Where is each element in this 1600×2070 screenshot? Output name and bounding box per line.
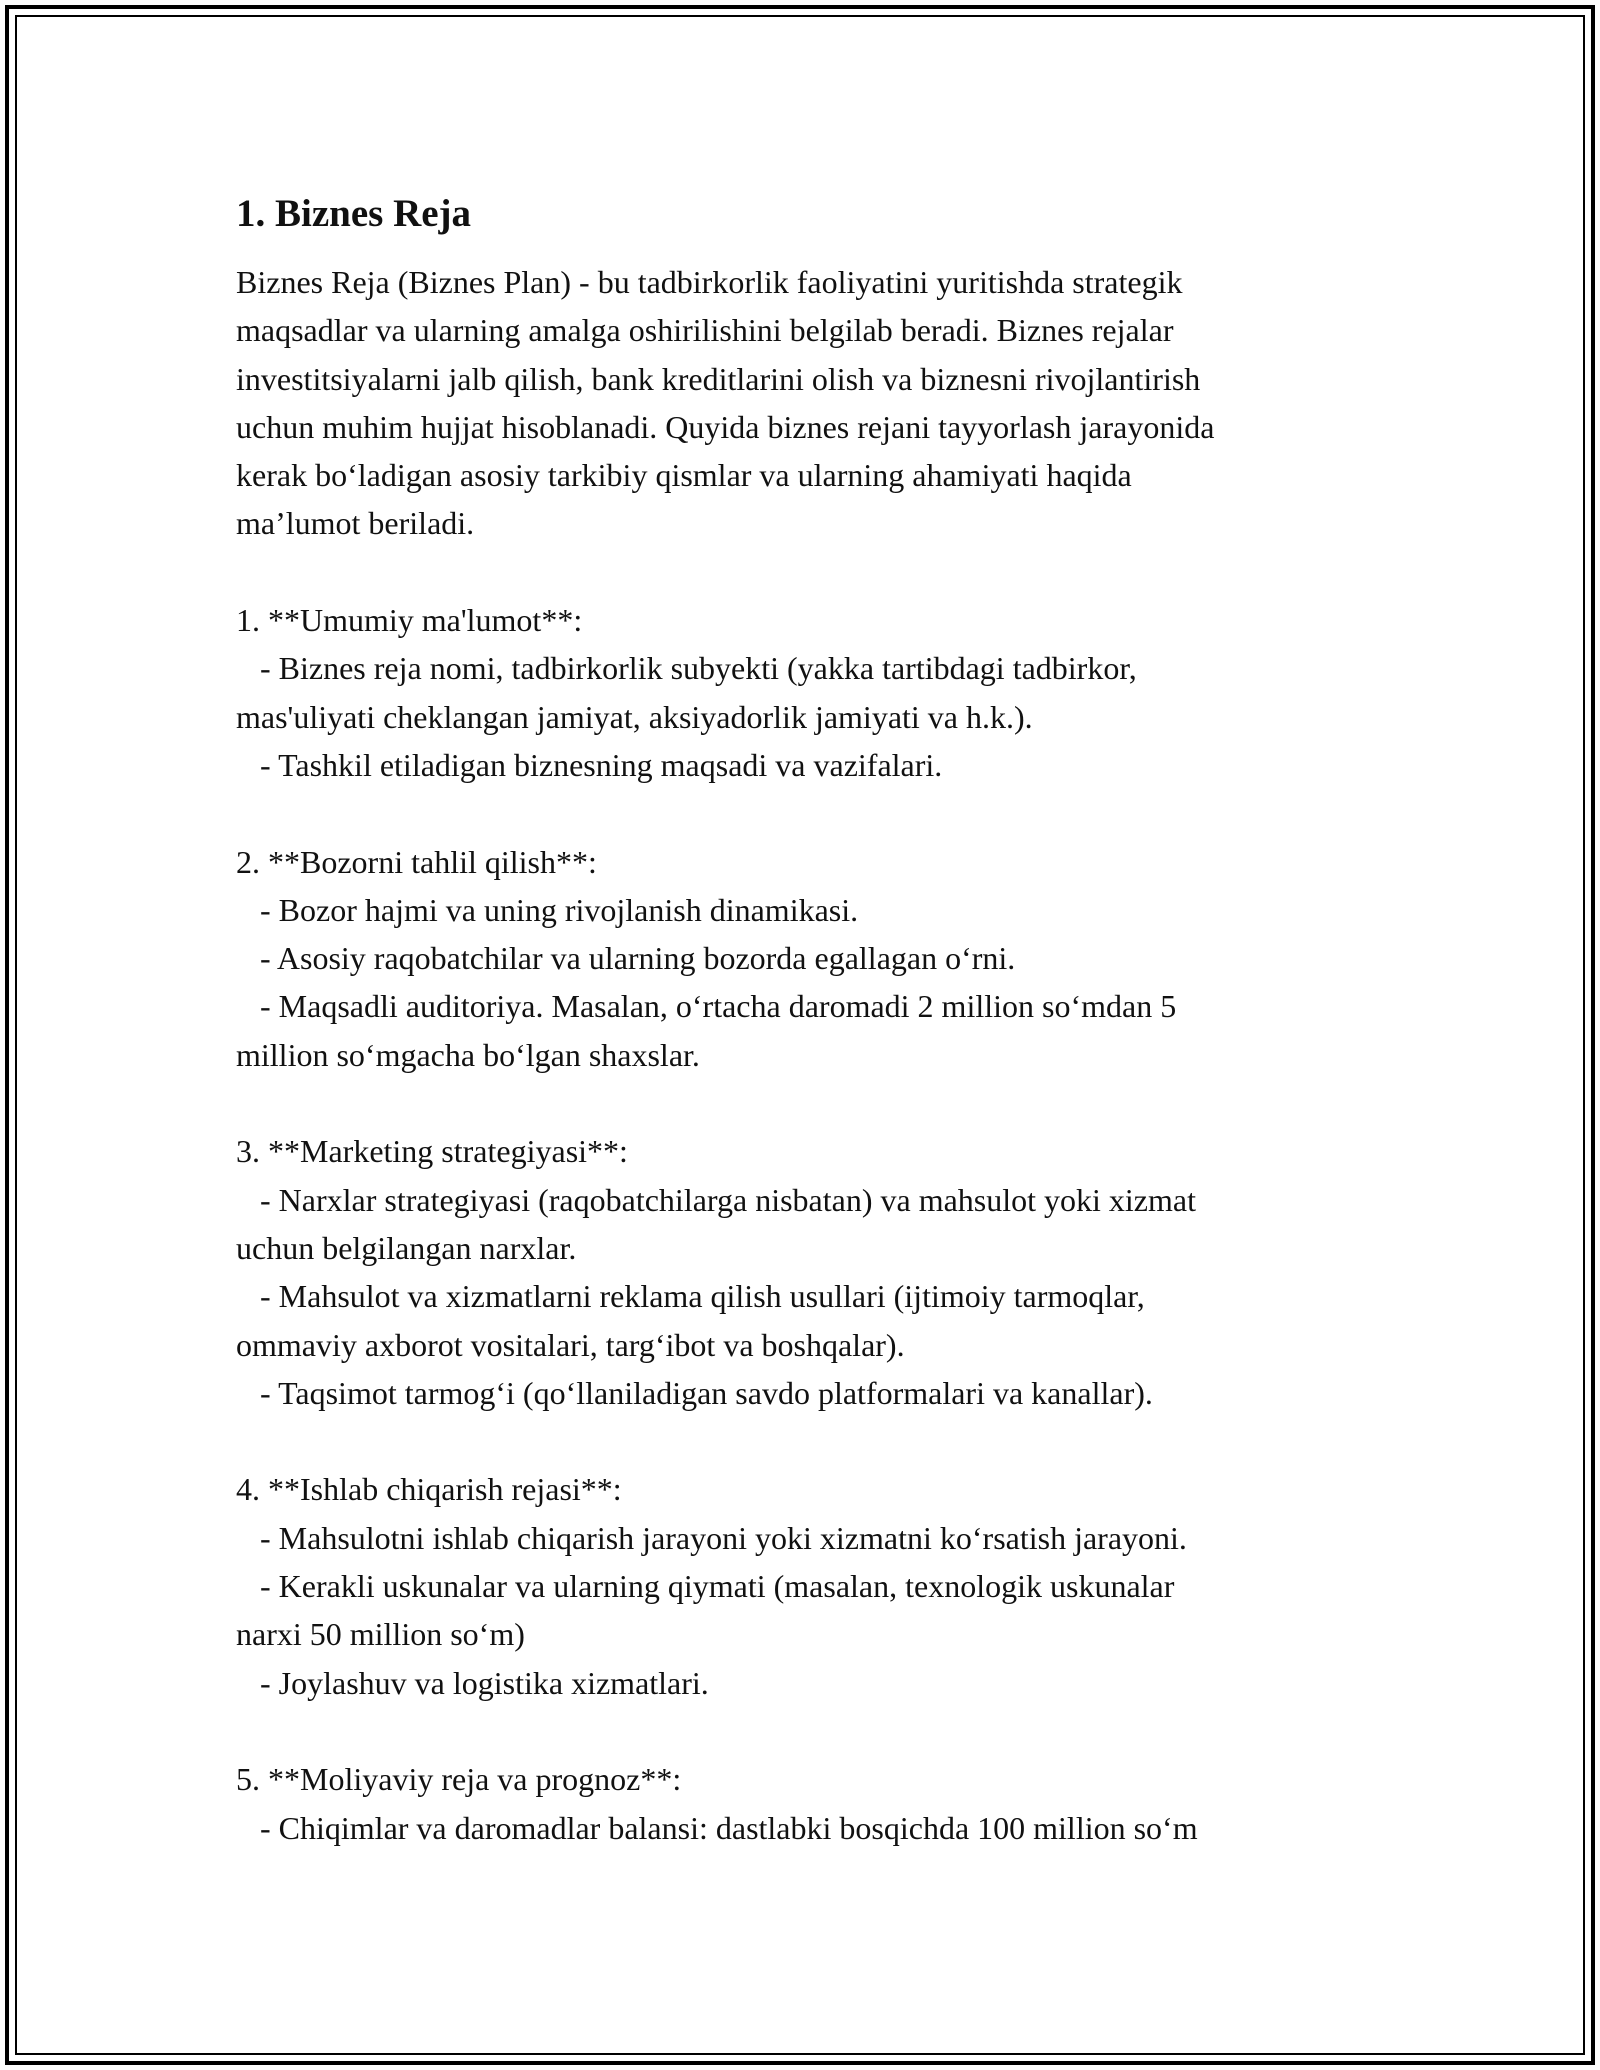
document-title: 1. Biznes Reja [236, 192, 472, 235]
blank-line [236, 1417, 1376, 1465]
section-market-analysis: 2. **Bozorni tahlil qilish**: - Bozor hajmi va uning rivojlanish dinamikasi. - Asosiy raqobatchilar va ularning bozorda egallagan o‘rni. - Maqsadli auditoriya. Masalan, o‘rtacha daromadi 2 million so‘mdan 5 million so‘mgacha bo‘lgan shaxslar. [236, 843, 1177, 1073]
document-body [236, 184, 1376, 1852]
blank-line [236, 1707, 1376, 1755]
section-financial-plan: 5. **Moliyaviy reja va prognoz**: - Chiqimlar va daromadlar balansi: dastlabki bosqichda 100 million so‘m [236, 1761, 1198, 1846]
blank-line [236, 548, 1376, 596]
blank-line [236, 1079, 1376, 1127]
section-general-info: 1. **Umumiy ma'lumot**: - Biznes reja nomi, tadbirkorlik subyekti (yakka tartibdagi tadbirkor, mas'uliyati cheklangan jamiyat, aksiyadorlik jamiyati va h.k.). - Tashkil etiladigan biznesning maqsadi va vazifalari. [236, 602, 1137, 783]
section-production-plan: 4. **Ishlab chiqarish rejasi**: - Mahsulotni ishlab chiqarish jarayoni yoki xizmatni ko‘rsatish jarayoni. - Kerakli uskunalar va ularning qiymati (masalan, texnologik uskunalar narxi 50 million so‘m) - Joylashuv va logistika xizmatlari. [236, 1471, 1187, 1701]
blank-line [236, 789, 1376, 837]
intro-paragraph: Biznes Reja (Biznes Plan) - bu tadbirkorlik faoliyatini yuritishda strategik maqsadlar va ularning amalga oshirilishini belgilab beradi. Biznes rejalar investitsiyalarni jalb qilish, bank kreditlarini olish va biznesni rivojlantirish uchun muhim hujjat hisoblanadi. Quyida biznes rejani tayyorlash jarayonida kerak bo‘ladigan asosiy tarkibiy qismlar va ularning ahamiyati haqida ma’lumot beriladi. [236, 264, 1215, 542]
section-marketing-strategy: 3. **Marketing strategiyasi**: - Narxlar strategiyasi (raqobatchilarga nisbatan) va mahsulot yoki xizmat uchun belgilangan narxlar. - Mahsulot va xizmatlarni reklama qilish usullari (ijtimoiy tarmoqlar, ommaviy axborot vositalari, targ‘ibot va boshqalar). - Taqsimot tarmog‘i (qo‘llaniladigan savdo platformalari va kanallar). [236, 1133, 1196, 1411]
